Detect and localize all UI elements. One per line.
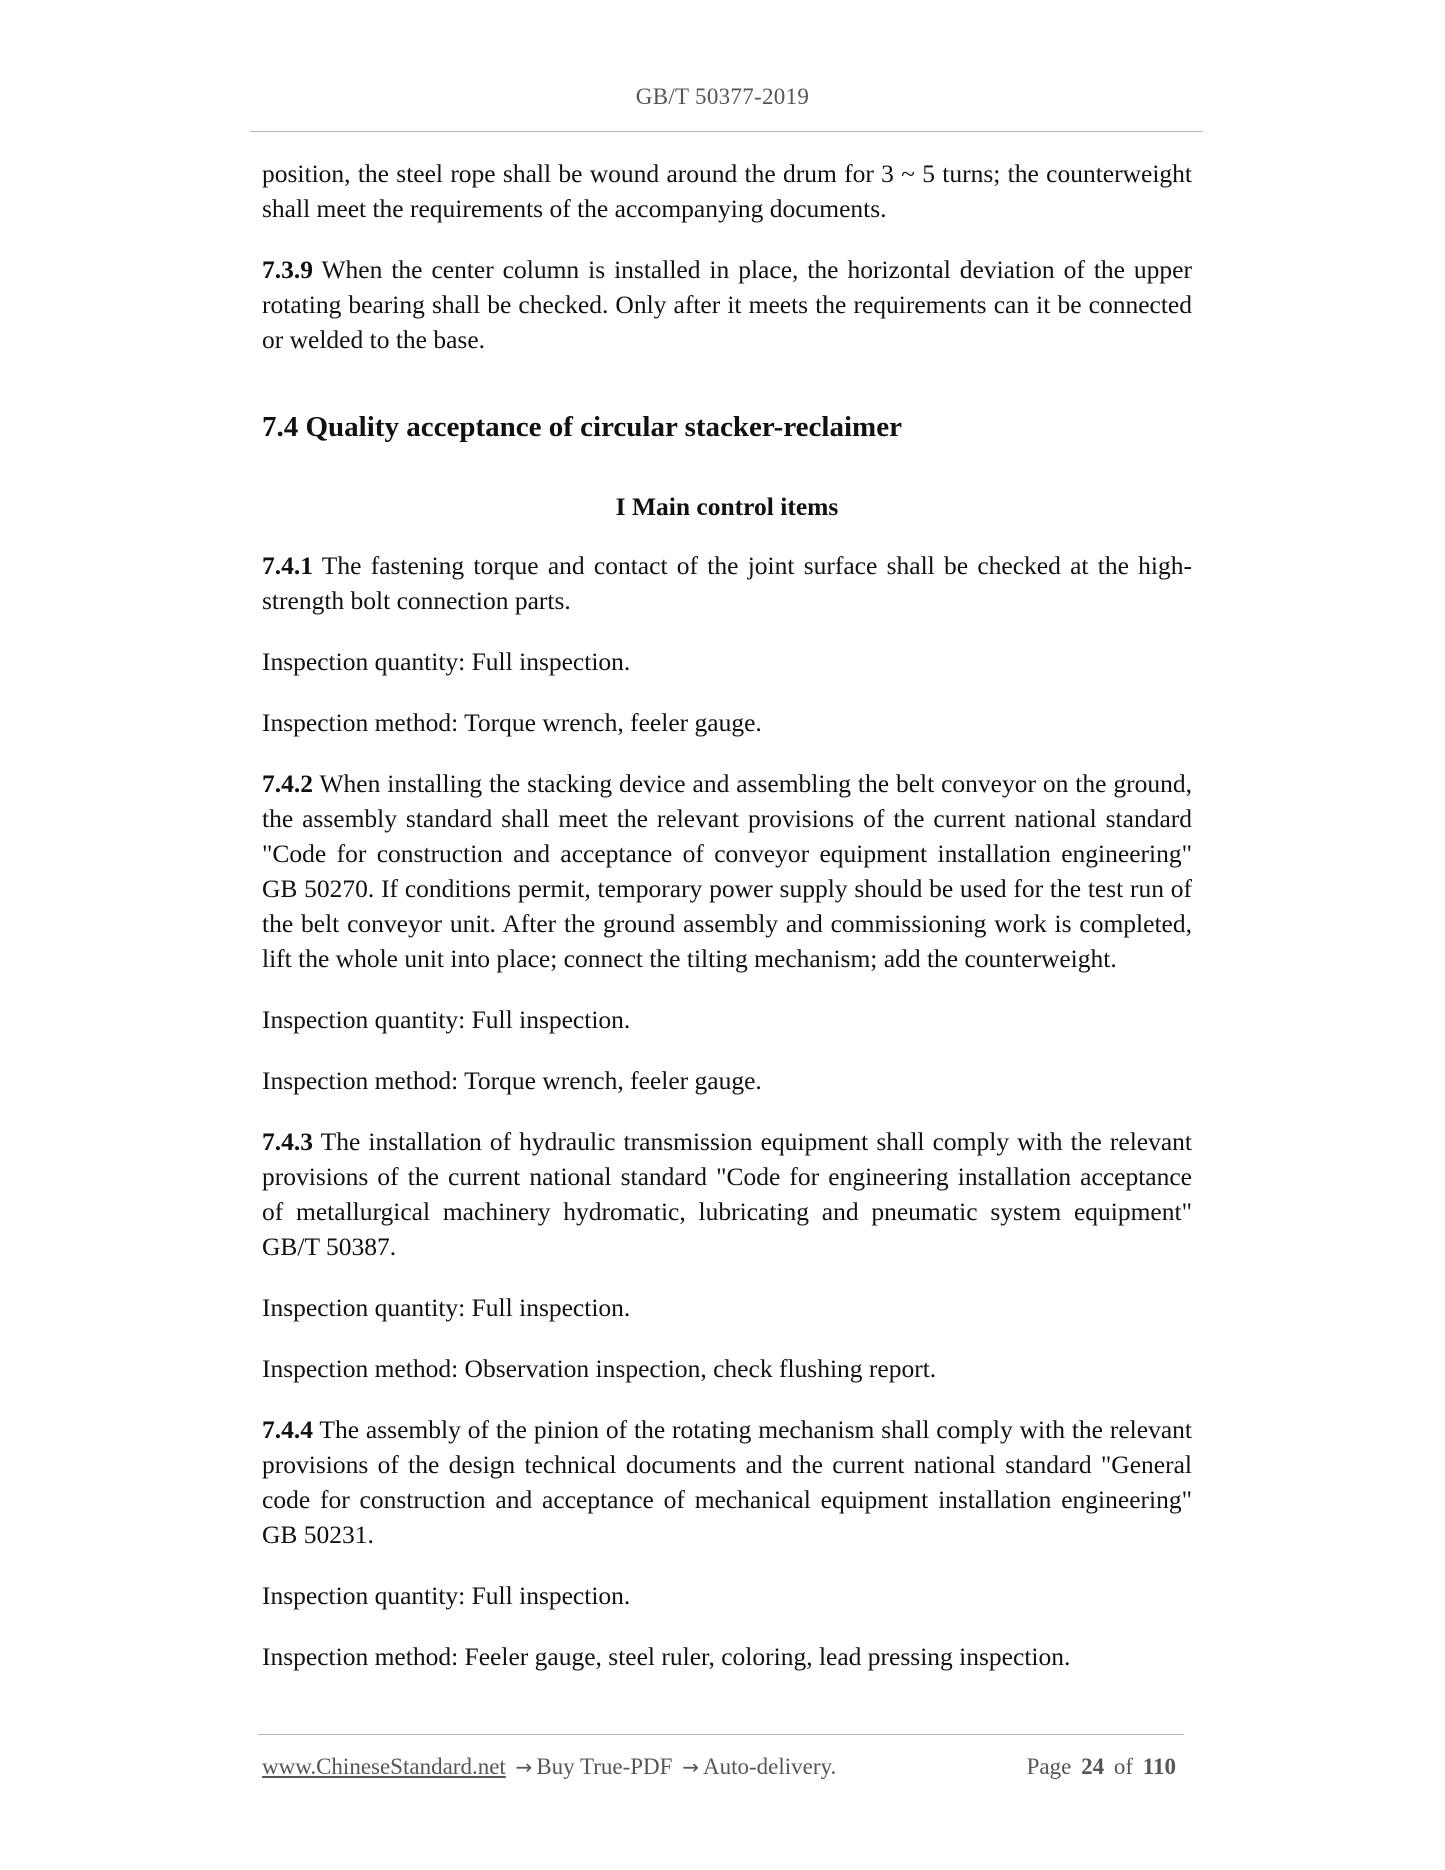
site-link[interactable]: www.ChineseStandard.net	[262, 1754, 506, 1779]
footer-promo	[262, 1754, 836, 1780]
page-footer	[262, 1754, 1180, 1780]
clause-7-3-9	[262, 252, 1192, 357]
page-header: GB/T 50377-2019	[635, 84, 810, 109]
continued-paragraph: position, the steel rope shall be wound around the drum for 3 ~ 5 turns; the counterweight shall meet the requirements of the accompanying documents.	[262, 159, 1192, 223]
clause-7-4-2	[262, 766, 1192, 976]
document-body	[262, 156, 1192, 1700]
footer-divider	[258, 1734, 1184, 1735]
clause-text: When the center column is installed in place, the horizontal deviation of the upper rotating bearing shall be checked. Only after it meets the requirements can it be connected or welded to the base.	[262, 255, 1192, 354]
clause-number: 7.4.3	[262, 1127, 313, 1156]
inspection-method: Inspection method: Torque wrench, feeler gauge.	[262, 1066, 762, 1095]
section-heading: 7.4 Quality acceptance of circular stacker-reclaimer	[262, 411, 902, 443]
inspection-method: Inspection method: Observation inspection, check flushing report.	[262, 1354, 937, 1383]
delivery-text: Auto-delivery.	[702, 1754, 837, 1779]
clause-number: 7.4.2	[262, 769, 313, 798]
header-divider	[250, 131, 1203, 132]
page-label: Page	[1026, 1754, 1072, 1779]
clause-text: When installing the stacking device and assembling the belt conveyor on the ground, the assembly standard shall meet the relevant provisions of the current national standard "Code for construction and acceptance of conveyor equipment installation engineering" GB 50270. If conditions permit, temporary power supply should be used for the test run of the belt conveyor unit. After the ground assembly and commissioning work is completed, lift the whole unit into place; connect the tilting mechanism; add the counterweight.	[262, 769, 1192, 973]
inspection-quantity: Inspection quantity: Full inspection.	[262, 1005, 631, 1034]
page-indicator	[1027, 1754, 1180, 1780]
clause-number: 7.4.4	[262, 1415, 313, 1444]
inspection-quantity: Inspection quantity: Full inspection.	[262, 647, 631, 676]
buy-text: Buy True-PDF	[536, 1754, 673, 1779]
arrow-right-icon: →	[682, 1755, 699, 1779]
inspection-method: Inspection method: Feeler gauge, steel ruler, coloring, lead pressing inspection.	[262, 1642, 1071, 1671]
clause-number: 7.3.9	[262, 255, 313, 284]
inspection-quantity: Inspection quantity: Full inspection.	[262, 1293, 631, 1322]
clause-7-4-3	[262, 1124, 1192, 1264]
clause-7-4-1	[262, 548, 1192, 618]
clause-text: The installation of hydraulic transmission equipment shall comply with the relevant provisions of the current national standard "Code for engineering installation acceptance of metallurgical machinery hydromatic, lubricating and pneumatic system equipment" GB/T 50387.	[262, 1127, 1192, 1261]
sub-heading: I Main control items	[615, 492, 839, 521]
inspection-quantity: Inspection quantity: Full inspection.	[262, 1581, 631, 1610]
clause-text: The fastening torque and contact of the joint surface shall be checked at the high-strength bolt connection parts.	[262, 551, 1192, 615]
inspection-method: Inspection method: Torque wrench, feeler gauge.	[262, 708, 762, 737]
current-page: 24	[1081, 1754, 1105, 1779]
arrow-right-icon: →	[515, 1755, 533, 1779]
clause-number: 7.4.1	[262, 551, 313, 580]
total-pages: 110	[1142, 1754, 1176, 1779]
clause-text: The assembly of the pinion of the rotating mechanism shall comply with the relevant provisions of the design technical documents and the current national standard "General code for construction and acceptance of mechanical equipment installation engineering" GB 50231.	[262, 1415, 1192, 1549]
clause-7-4-4	[262, 1412, 1192, 1552]
of-label: of	[1113, 1754, 1134, 1779]
